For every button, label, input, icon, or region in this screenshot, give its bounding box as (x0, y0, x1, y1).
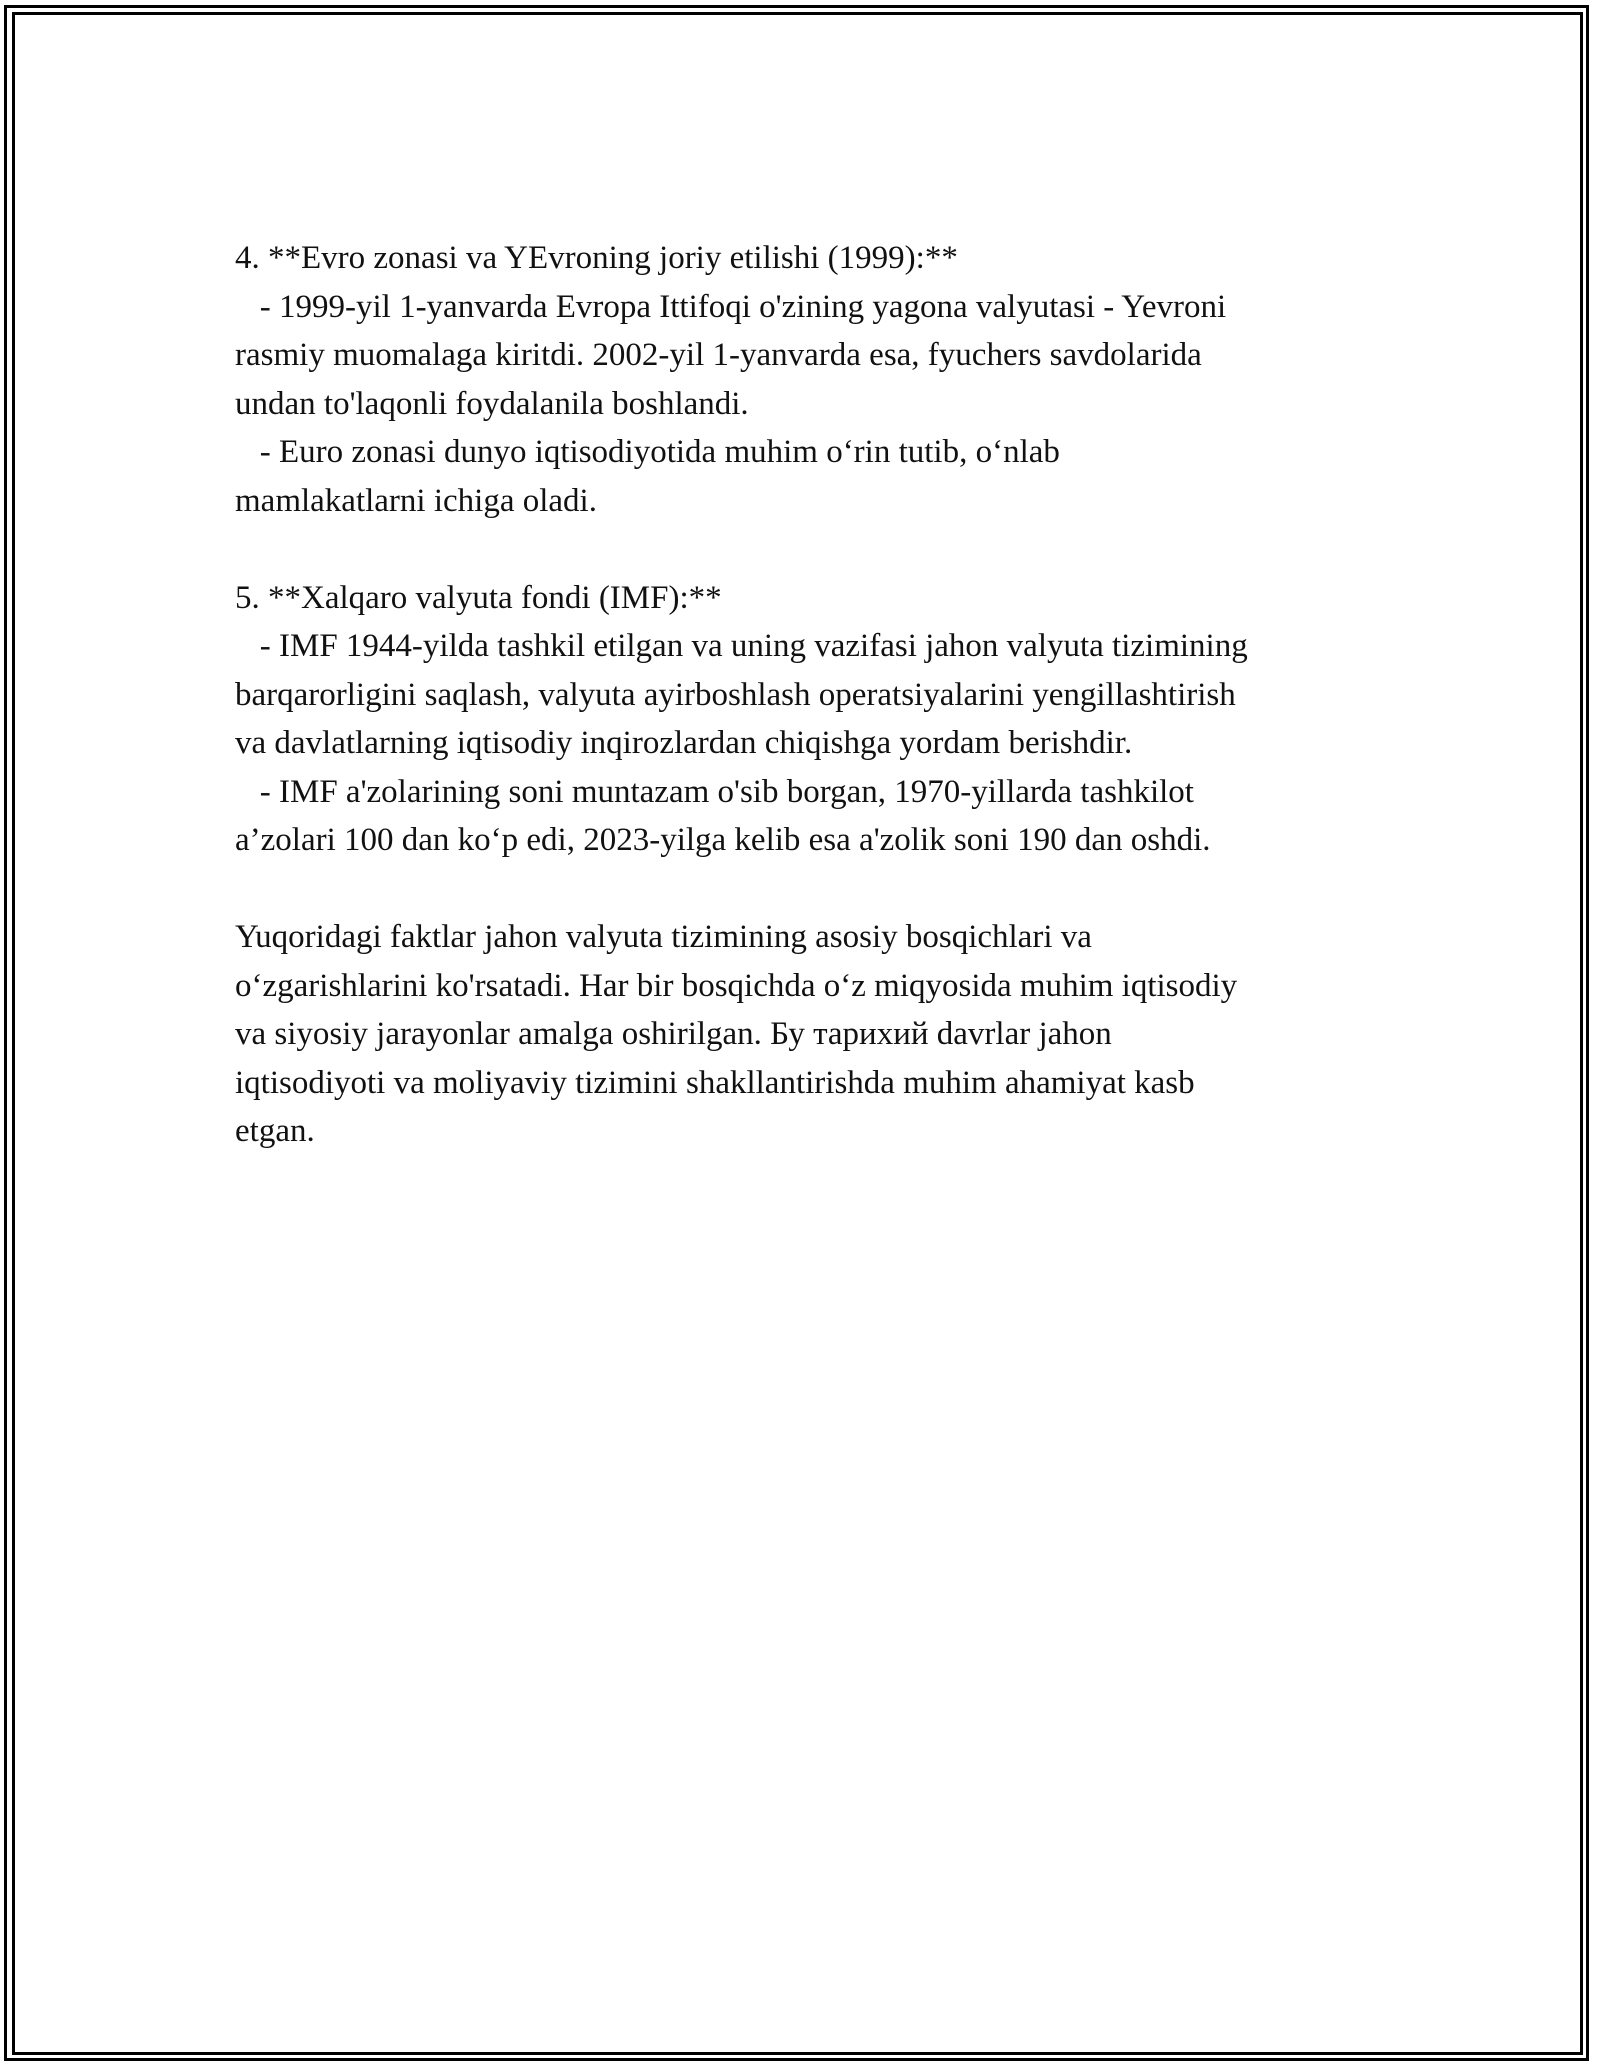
section-euro-zone (235, 234, 1365, 525)
paragraph-line: undan to'laqonli foydalanila boshlandi. (235, 385, 749, 422)
paragraph-line: barqarorligini saqlash, valyuta ayirboshlash operatsiyalarini yengillashtirish (235, 676, 1236, 713)
paragraph-line: va siyosiy jarayonlar amalga oshirilgan. Бу тарихий davrlar jahon (235, 1016, 1112, 1052)
paragraph-line: iqtisodiyoti va moliyaviy tizimini shakllantirishda muhim ahamiyat kasb (235, 1064, 1195, 1101)
paragraph-line: o‘zgarishlarini ko'rsatadi. Har bir bosqichda o‘z miqyosida muhim iqtisodiy (235, 967, 1238, 1004)
paragraph-line: rasmiy muomalaga kiritdi. 2002-yil 1-yanvarda esa, fyuchers savdolarida (235, 337, 1202, 373)
paragraph-line: - 1999-yil 1-yanvarda Evropa Ittifoqi o'zining yagona valyutasi - Yevroni (235, 288, 1227, 325)
paragraph-line: mamlakatlarni ichiga oladi. (235, 482, 597, 519)
section-heading: 4. **Evro zonasi va YEvroning joriy etilishi (1999):** (235, 240, 958, 276)
section-imf (235, 574, 1365, 865)
blank-line (235, 865, 1365, 914)
document-body (235, 234, 1365, 1156)
section-heading: 5. **Xalqaro valyuta fondi (IMF):** (235, 579, 722, 616)
paragraph-line: Yuqoridagi faktlar jahon valyuta tizimining asosiy bosqichlari va (235, 919, 1092, 955)
conclusion-paragraph (235, 913, 1365, 1156)
paragraph-line: - Euro zonasi dunyo iqtisodiyotida muhim o‘rin tutib, o‘nlab (235, 434, 1060, 470)
paragraph-line: - IMF 1944-yilda tashkil etilgan va uning vazifasi jahon valyuta tizimining (235, 628, 1248, 664)
blank-line (235, 525, 1365, 574)
paragraph-line: va davlatlarning iqtisodiy inqirozlardan chiqishga yordam berishdir. (235, 725, 1133, 761)
paragraph-line: etgan. (235, 1113, 315, 1149)
paragraph-line: a’zolari 100 dan ko‘p edi, 2023-yilga kelib esa a'zolik soni 190 dan oshdi. (235, 822, 1211, 858)
paragraph-line: - IMF a'zolarining soni muntazam o'sib borgan, 1970-yillarda tashkilot (235, 773, 1194, 810)
